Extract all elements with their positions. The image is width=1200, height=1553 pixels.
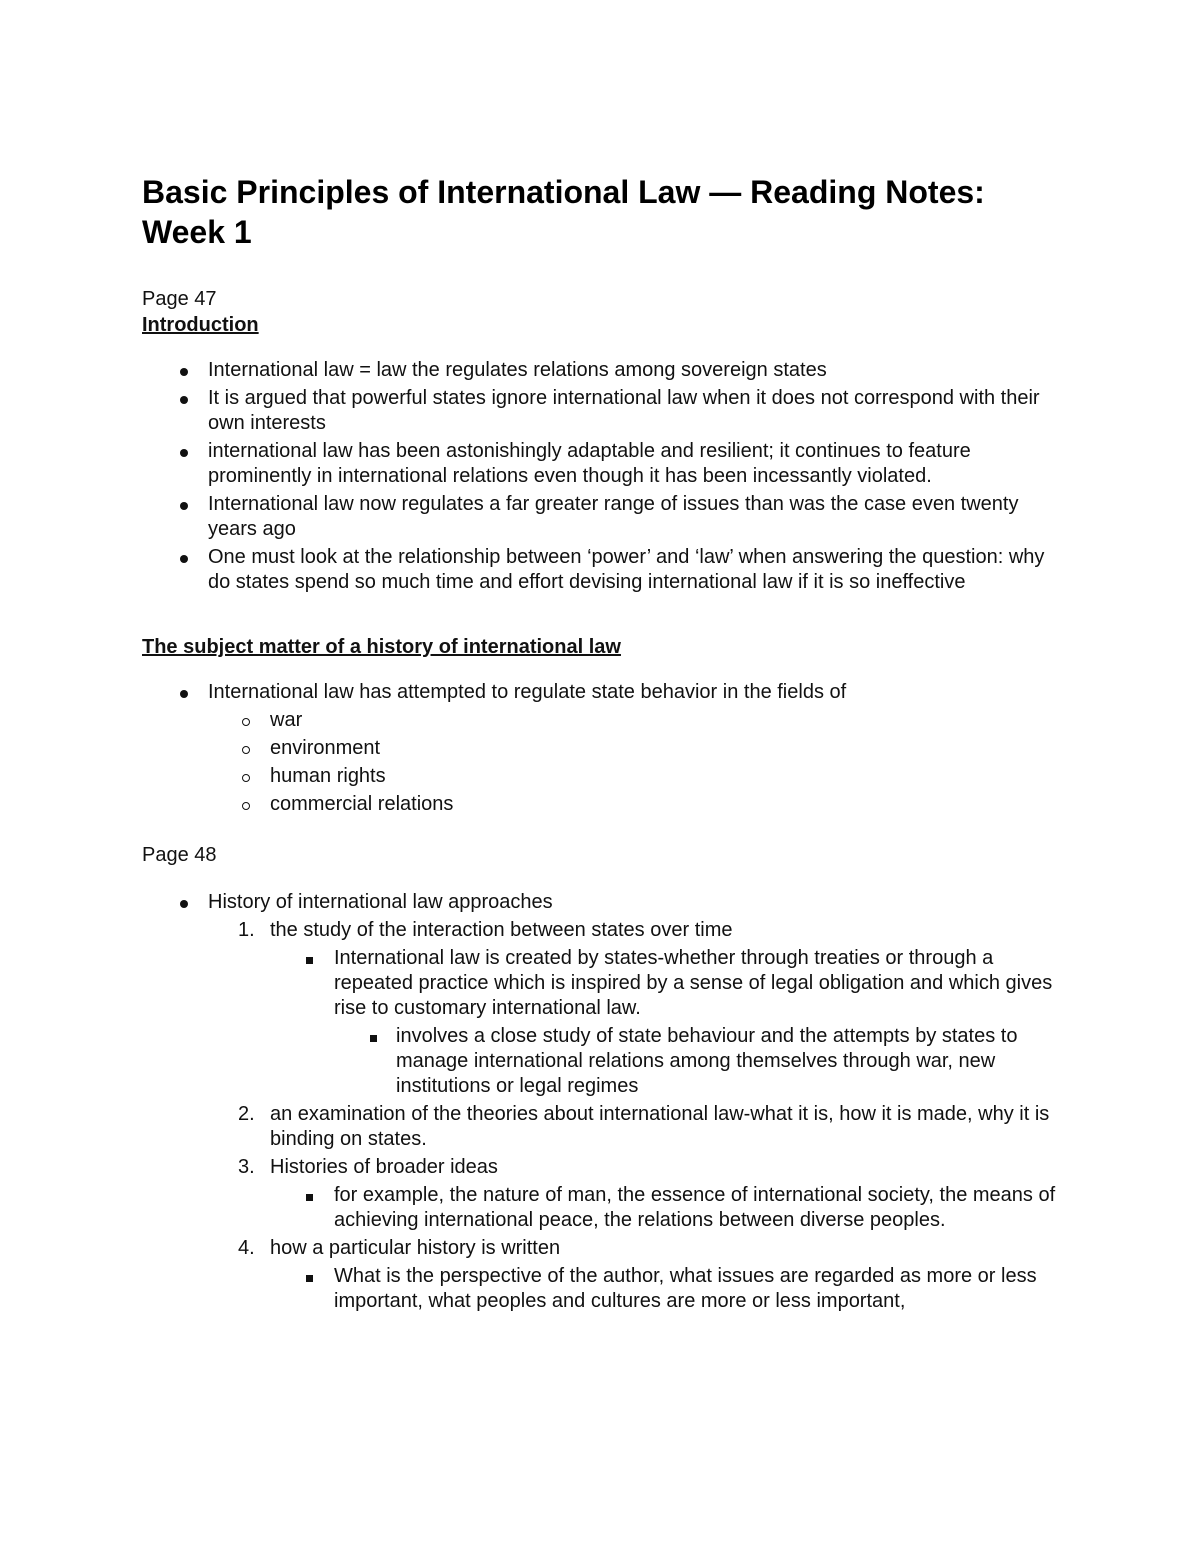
document-title: Basic Principles of International Law — Reading Notes: Week 1 bbox=[142, 174, 985, 250]
item-number: 3. bbox=[238, 1156, 255, 1178]
list-item: One must look at the relationship between ‘power’ and ‘law’ when answering the question: why do states spend so much time and effort devising international law if it is so ineffective bbox=[142, 545, 1072, 595]
item-number: 1. bbox=[238, 919, 255, 941]
bullet-icon bbox=[180, 439, 188, 464]
bullet-icon bbox=[180, 492, 188, 517]
list-item: International law has attempted to regulate state behavior in the fields of bbox=[142, 680, 1072, 705]
section-heading-introduction: Introduction bbox=[142, 314, 259, 336]
page-number-47: Page 47 bbox=[142, 288, 217, 310]
numbered-item: 2. an examination of the theories about international law-what it is, how it is made, why it is binding on states. bbox=[238, 1103, 1050, 1150]
square-bullet-icon bbox=[370, 1024, 377, 1049]
item-number: 4. bbox=[238, 1237, 255, 1259]
hollow-bullet-icon bbox=[242, 708, 250, 733]
subject-matter-list bbox=[142, 680, 1072, 817]
list-item: It is argued that powerful states ignore international law when it does not correspond with their own interests bbox=[142, 386, 1072, 436]
list-item: commercial relations bbox=[142, 792, 1072, 817]
numbered-item: 4. how a particular history is written bbox=[238, 1237, 561, 1259]
list-item: International law is created by states-whether through treaties or through a repeated practice which is inspired by a sense of legal obligation and which gives rise to customary international law. bbox=[142, 946, 1072, 1021]
list-item: for example, the nature of man, the essence of international society, the means of achieving international peace, the relations between diverse peoples. bbox=[142, 1183, 1072, 1233]
introduction-list bbox=[142, 358, 1072, 595]
page-number-48: Page 48 bbox=[142, 844, 217, 866]
list-item: What is the perspective of the author, what issues are regarded as more or less important, what peoples and cultures are more or less important, bbox=[142, 1264, 1072, 1314]
list-item: war bbox=[142, 708, 1072, 733]
square-bullet-icon bbox=[306, 1183, 313, 1208]
list-item: human rights bbox=[142, 764, 1072, 789]
bullet-icon bbox=[180, 680, 188, 705]
bullet-icon bbox=[180, 358, 188, 383]
square-bullet-icon bbox=[306, 946, 313, 971]
bullet-icon bbox=[180, 545, 188, 570]
bullet-icon bbox=[180, 890, 188, 915]
hollow-bullet-icon bbox=[242, 764, 250, 789]
list-item: History of international law approaches bbox=[142, 890, 1072, 915]
document-page bbox=[142, 172, 1072, 1317]
history-list bbox=[142, 890, 1072, 1314]
list-item: International law = law the regulates relations among sovereign states bbox=[142, 358, 1072, 383]
numbered-item: 3. Histories of broader ideas bbox=[238, 1156, 498, 1178]
list-item: environment bbox=[142, 736, 1072, 761]
numbered-item: 1. the study of the interaction between states over time bbox=[238, 919, 733, 941]
hollow-bullet-icon bbox=[242, 792, 250, 817]
section-heading-subject-matter: The subject matter of a history of international law bbox=[142, 636, 621, 658]
item-number: 2. bbox=[238, 1103, 255, 1125]
square-bullet-icon bbox=[306, 1264, 313, 1289]
list-item: involves a close study of state behaviour and the attempts by states to manage international relations among themselves through war, new institutions or legal regimes bbox=[142, 1024, 1072, 1099]
bullet-icon bbox=[180, 386, 188, 411]
list-item: international law has been astonishingly adaptable and resilient; it continues to feature prominently in international relations even though it has been incessantly violated. bbox=[142, 439, 1072, 489]
hollow-bullet-icon bbox=[242, 736, 250, 761]
list-item: International law now regulates a far greater range of issues than was the case even twenty years ago bbox=[142, 492, 1072, 542]
